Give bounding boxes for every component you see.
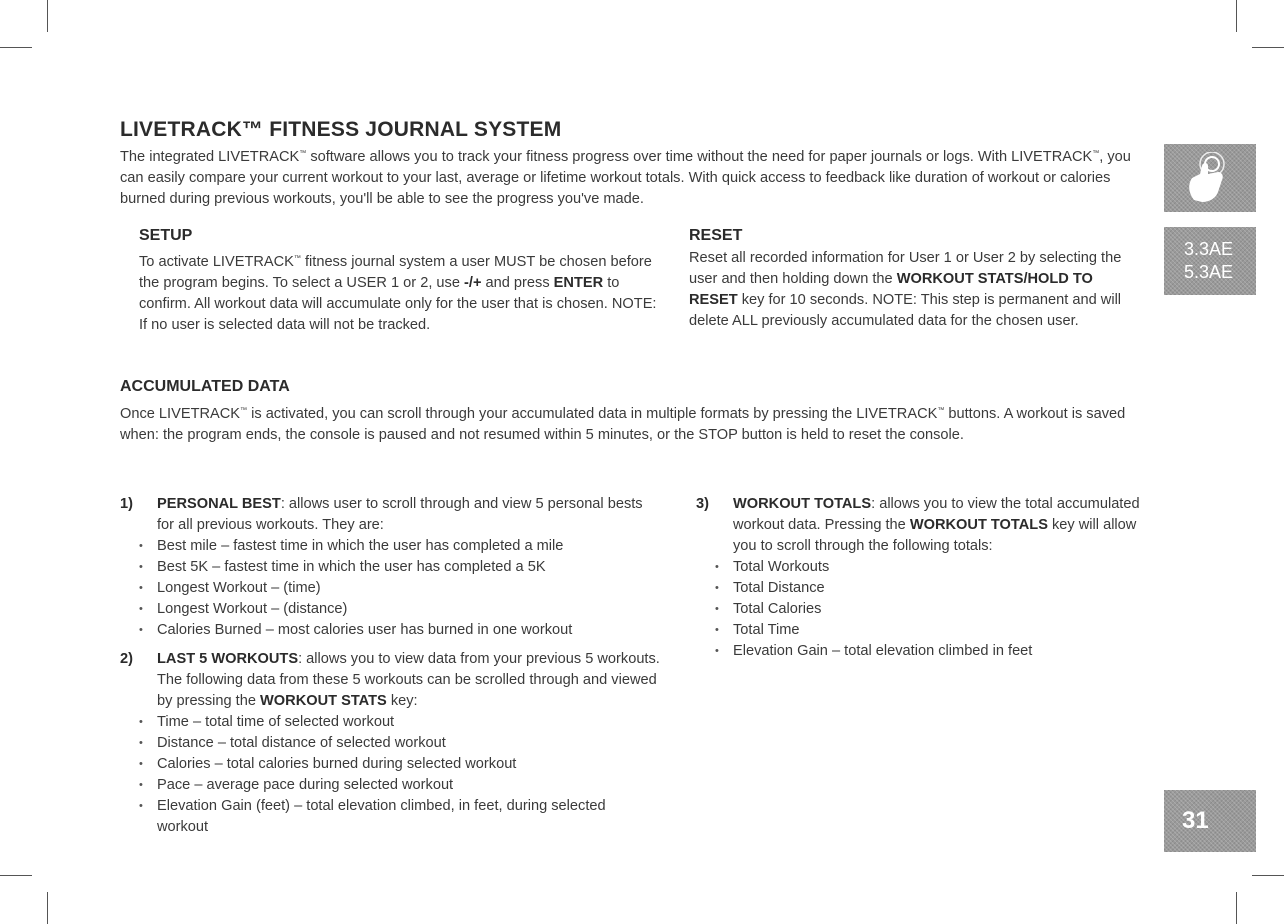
crop-mark	[1252, 47, 1284, 48]
list-item: • Longest Workout – (time)	[120, 578, 660, 599]
accumulated-data-heading: ACCUMULATED DATA	[120, 378, 290, 395]
crop-mark	[1252, 875, 1284, 876]
model-codes: 3.3AE 5.3AE	[1184, 239, 1234, 282]
list-item: • Pace – average pace during selected workout	[120, 775, 660, 796]
reset-heading: RESET	[689, 227, 743, 244]
list-item: • Total Distance	[696, 578, 1146, 599]
list-item: • Calories – total calories burned during selected workout	[120, 754, 660, 775]
list-item: • Calories Burned – most calories user has burned in one workout	[120, 620, 660, 641]
crop-mark	[47, 0, 48, 32]
left-numbered-list	[120, 494, 660, 838]
list-item: • Best mile – fastest time in which the user has completed a mile	[120, 536, 660, 557]
personal-best-bullets	[120, 536, 660, 641]
list-item: • Total Time	[696, 620, 1146, 641]
crop-mark	[1236, 892, 1237, 924]
workout-totals-item: 3) WORKOUT TOTALS: allows you to view the total accumulated workout data. Pressing the WORKOUT TOTALS key will allow you to scroll through the following totals: • Total Workouts • Total Distance • Total Calories • Total Time • Elevation Gain – total elevation climbed in feet	[696, 494, 1146, 662]
touch-tab	[1164, 144, 1256, 212]
accumulated-data-paragraph: Once LIVETRACK™ is activated, you can scroll through your accumulated data in multiple formats by pressing the LIVETRACK™ buttons. A workout is saved when: the program ends, the console is paused and not resumed within 5 minutes, or the STOP button is held to reset the console.	[120, 405, 1126, 443]
last-5-workouts-item: 2) LAST 5 WORKOUTS: allows you to view data from your previous 5 workouts. The following data from these 5 workouts can be scrolled through and viewed by pressing the WORKOUT STATS key: • Time – total time of selected workout • Distance – total distance of selected workout • Calories – total calories burned during selected workout • Pace – average pace during selected workout • Elevation Gain (feet) – total elevation climbed, in feet, during selected workout	[120, 649, 660, 838]
workout-totals-bullets	[696, 557, 1146, 662]
crop-mark	[0, 875, 32, 876]
list-item: • Total Workouts	[696, 557, 1146, 578]
setup-heading: SETUP	[139, 227, 193, 244]
list-item: • Elevation Gain (feet) – total elevation climbed, in feet, during selected workout	[120, 796, 660, 838]
page-number: 31	[1182, 807, 1209, 834]
page-title: LIVETRACK™ FITNESS JOURNAL SYSTEM	[120, 118, 562, 141]
crop-mark	[47, 892, 48, 924]
list-item: • Total Calories	[696, 599, 1146, 620]
list-item: • Longest Workout – (distance)	[120, 599, 660, 620]
crop-mark	[0, 47, 32, 48]
list-item: • Time – total time of selected workout	[120, 712, 660, 733]
list-item: • Elevation Gain – total elevation climbed in feet	[696, 641, 1146, 662]
page-number-tab	[1164, 790, 1256, 852]
intro-paragraph: The integrated LIVETRACK™ software allows you to track your fitness progress over time without the need for paper journals or logs. With LIVETRACK™, you can easily compare your current workout to your last, average or lifetime workout totals. With quick access to feedback like duration of workout or calories burned during previous workouts, you'll be able to see the progress you've made.	[120, 148, 1131, 207]
model-codes-tab	[1164, 227, 1256, 295]
setup-paragraph: To activate LIVETRACK™ fitness journal system a user MUST be chosen before the program begins. To select a USER 1 or 2, use -/+ and press ENTER to confirm. All workout data will accumulate only for the user that is chosen. NOTE: If no user is selected data will not be tracked.	[139, 253, 657, 333]
list-item: • Distance – total distance of selected workout	[120, 733, 660, 754]
last-workouts-bullets	[120, 712, 660, 838]
right-numbered-list	[696, 494, 1146, 662]
list-item: • Best 5K – fastest time in which the user has completed a 5K	[120, 557, 660, 578]
touch-hand-icon	[1180, 152, 1240, 204]
reset-paragraph: Reset all recorded information for User 1 or User 2 by selecting the user and then holding down the WORKOUT STATS/HOLD TO RESET key for 10 seconds. NOTE: This step is permanent and will delete ALL previously accumulated data for the chosen user.	[689, 250, 1122, 329]
personal-best-item: 1) PERSONAL BEST: allows user to scroll through and view 5 personal bests for all previous workouts. They are: • Best mile – fastest time in which the user has completed a mile • Best 5K – fastest time in which the user has completed a 5K • Longest Workout – (time) • Longest Workout – (distance) • Calories Burned – most calories user has burned in one workout	[120, 494, 660, 641]
crop-mark	[1236, 0, 1237, 32]
